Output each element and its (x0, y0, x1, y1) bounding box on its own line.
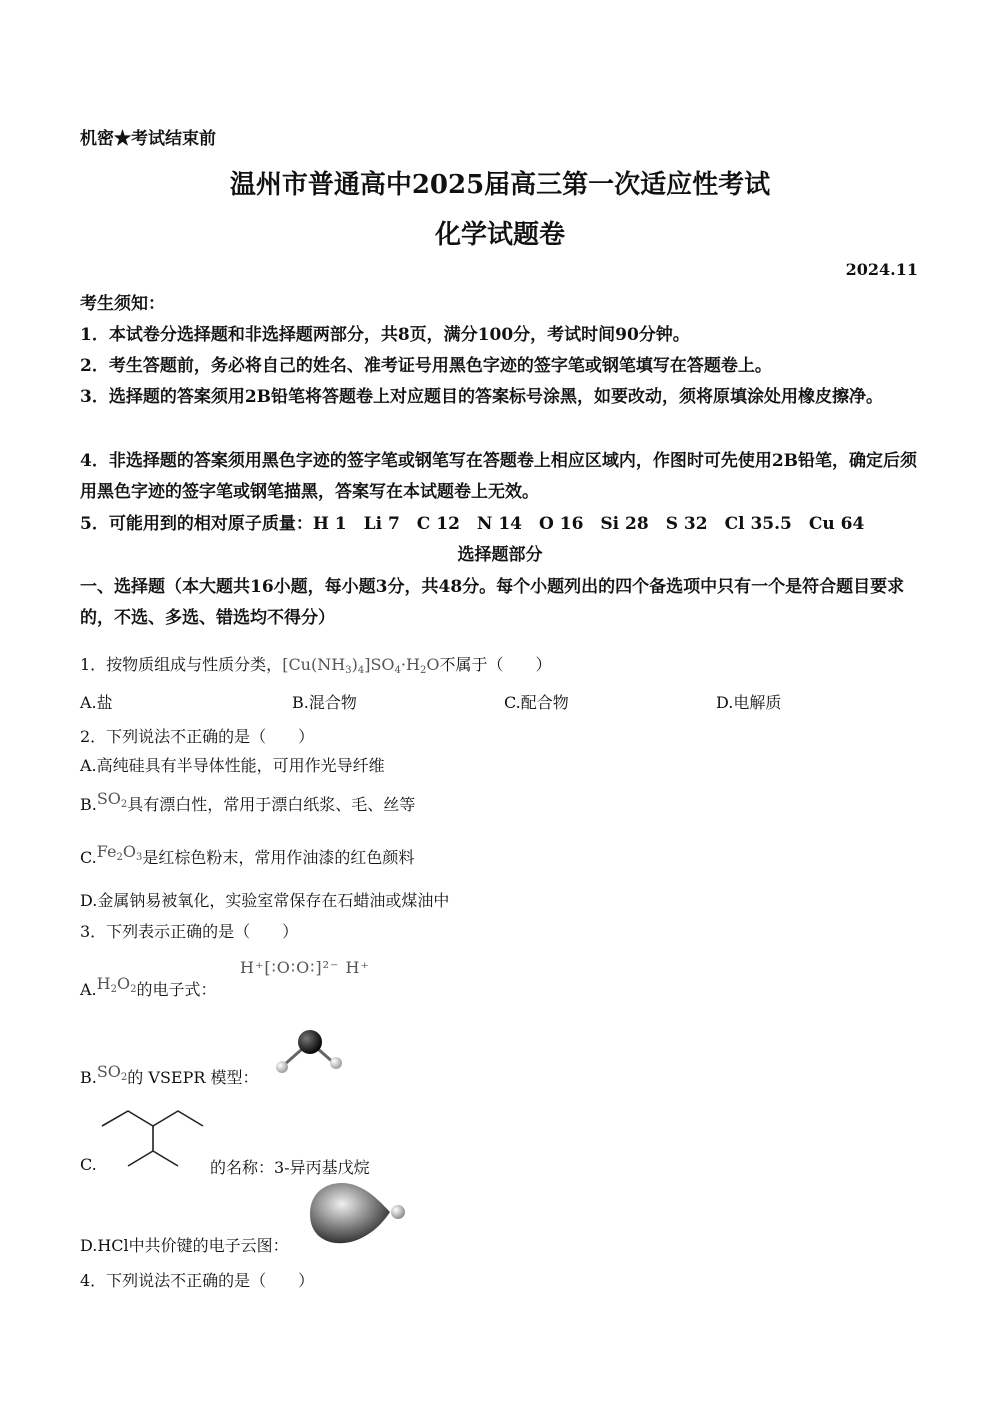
exam-title: 温州市普通高中2025届高三第一次适应性考试 (229, 170, 771, 200)
q2-option-c: $C.Fe_2O_3$是红棕色粉末，常用作油漆的红色颜料 (80, 842, 415, 867)
notice-heading: 考生须知： (80, 294, 165, 314)
q3-option-c-prefix: C. (80, 1155, 97, 1174)
question-2-stem: 2．下列说法不正确的是（ ） (80, 727, 315, 746)
q1-option-b: B.混合物 (292, 693, 357, 712)
vsepr-model-picture (268, 1025, 348, 1075)
h2o2-electron-formula: H⁺[∶O∶O∶]²⁻ H⁺ (240, 958, 370, 977)
part1-instructions: 一、选择题（本大题共16小题，每小题3分，共48分。每个小题列出的四个备选项中只有一个是符合题目要求的，不选、多选、错选均不得分） (80, 577, 905, 628)
q1-stem-prefix: 1．按物质组成与性质分类， (80, 655, 283, 674)
exam-date: 2024.11 (845, 260, 918, 279)
notice-item-2: 2．考生答题前，务必将自己的姓名、准考证号用黑色字迹的签字笔或钢笔填写在答题卷上。 (80, 356, 772, 376)
notice-item-4: 4．非选择题的答案须用黑色字迹的签字笔或钢笔写在答题卷上相应区域内，作图时可先使用2B铅笔，确定后须用黑色字迹的签字笔或钢笔描黑，答案写在本试题卷上无效。 (80, 451, 918, 502)
q2-option-d: D.金属钠易被氧化，实验室常保存在石蜡油或煤油中 (80, 891, 450, 910)
notice-item-3: 3．选择题的答案须用2B铅笔将答题卷上对应题目的答案标号涂黑，如要改动，须将原填涂处用橡皮擦净。 (80, 387, 884, 407)
q3-option-d: D.HCl中共价键的电子云图： (80, 1236, 289, 1255)
question-1 (80, 652, 551, 676)
q3-option-b: $B.SO_2$的 VSEPR 模型： (80, 1062, 259, 1087)
q2-option-b: $B.SO_2$具有漂白性，常用于漂白纸浆、毛、丝等 (80, 789, 416, 814)
electron-cloud-picture (302, 1176, 417, 1250)
q2-option-a: A.高纯硅具有半导体性能，可用作光导纤维 (80, 756, 385, 775)
question-3-stem: 3．下列表示正确的是（ ） (80, 922, 299, 941)
notice-item-5: 5．可能用到的相对原子质量：H 1 Li 7 C 12 N 14 O 16 Si 28 S 32 Cl 35.5 Cu 64 (80, 514, 865, 534)
q1-option-a: A.盐 (80, 693, 113, 712)
q1-option-d: D.电解质 (716, 693, 782, 712)
section-title: 选择题部分 (457, 545, 543, 565)
q3-option-c-text: 的名称：3-异丙基戊烷 (210, 1158, 370, 1177)
notice-item-1: 1．本试卷分选择题和非选择题两部分，共8页，满分100分，考试时间90分钟。 (80, 325, 690, 345)
confidential-label: 机密★考试结束前 (80, 129, 216, 149)
exam-subtitle: 化学试题卷 (434, 220, 565, 250)
question-4-stem: 4．下列说法不正确的是（ ） (80, 1271, 315, 1290)
skeletal-structure-picture (98, 1104, 208, 1174)
q1-stem-suffix: 不属于（ ） (439, 655, 552, 674)
q3-option-a: $A.H_2O_2$的电子式： (80, 974, 217, 999)
q1-option-c: C.配合物 (504, 693, 569, 712)
q1-formula: $[Cu(NH_3)_4]SO_4\cdot H_2O$ (282, 655, 440, 676)
